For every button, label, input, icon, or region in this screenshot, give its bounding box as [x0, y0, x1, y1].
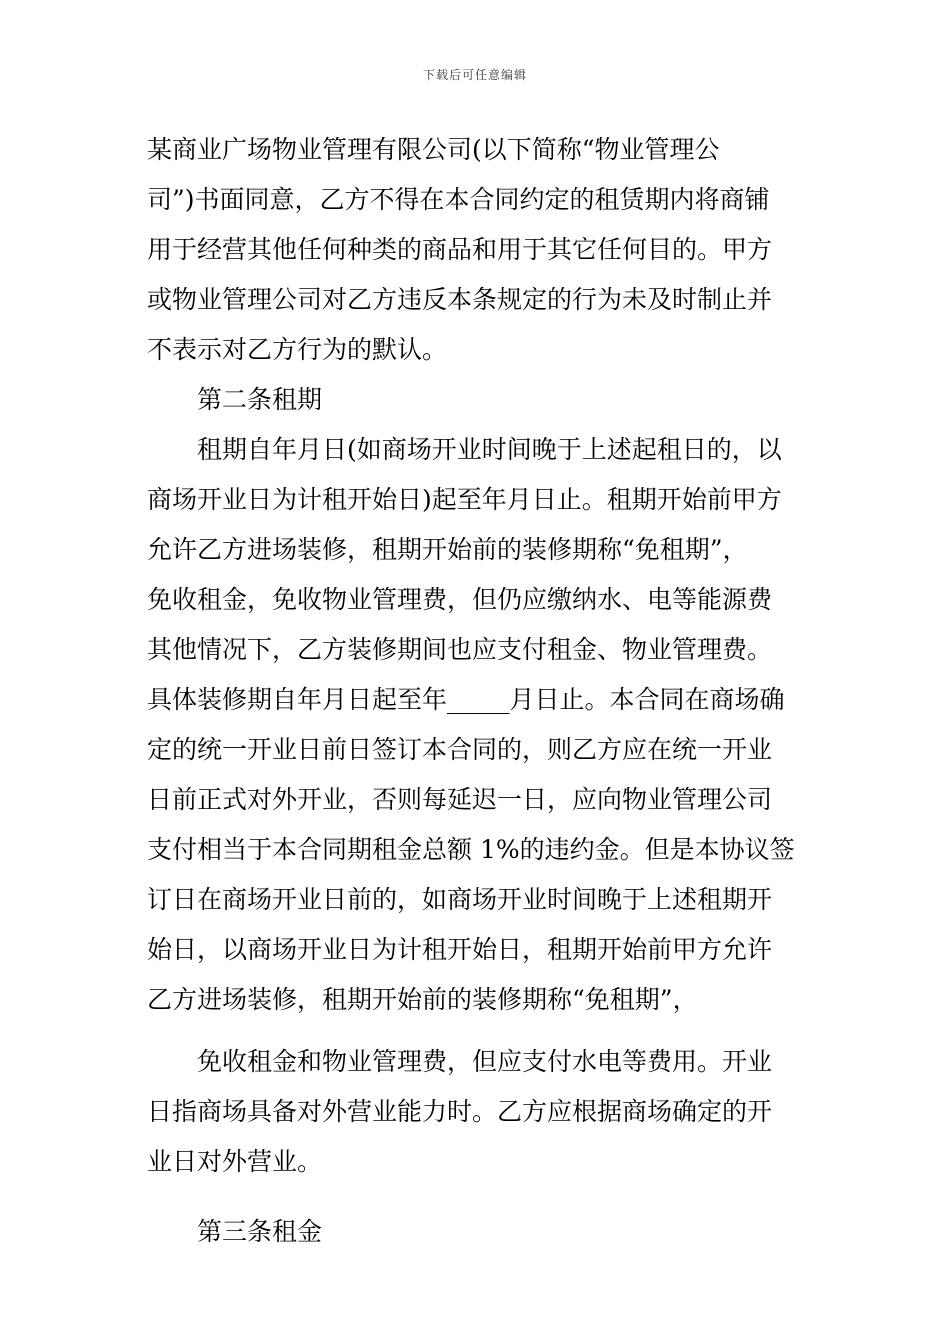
- paragraph-line: 其他情况下，乙方装修期间也应支付租金、物业管理费。: [147, 635, 773, 664]
- paragraph-line: 定的统一开业日前日签订本合同的，则乙方应在统一开业: [147, 735, 773, 764]
- paragraph-line: 日指商场具备对外营业能力时。乙方应根据商场确定的开: [147, 1097, 773, 1126]
- paragraph-line: 始日，以商场开业日为计租开始日，租期开始前甲方允许: [147, 935, 773, 964]
- paragraph-line: 不表示对乙方行为的默认。: [147, 335, 448, 364]
- paragraph-line: 乙方进场装修，租期开始前的装修期称“免租期”，: [147, 985, 698, 1014]
- document-body: [147, 125, 807, 1257]
- paragraph-line: 用于经营其他任何种类的商品和用于其它任何目的。甲方: [147, 235, 773, 264]
- paragraph-line: 日前正式对外开业，否则每延迟一日，应向物业管理公司: [147, 785, 773, 814]
- page-header-note: 下载后可任意编辑: [422, 68, 527, 82]
- paragraph-line: 司”)书面同意，乙方不得在本合同约定的租赁期内将商铺: [147, 185, 770, 214]
- paragraph-line: 业日对外营业。: [147, 1147, 323, 1176]
- paragraph-line: 支付相当于本合同期租金总额 1%的违约金。但是本协议签: [147, 835, 795, 864]
- section-heading: 第三条租金: [197, 1217, 323, 1246]
- paragraph-line: 租期自年月日(如商场开业时间晚于上述起租日的，以: [197, 435, 782, 464]
- paragraph-line: 某商业广场物业管理有限公司(以下简称“物业管理公: [147, 135, 720, 164]
- paragraph-line: 具体装修期自年月日起至年_____月日止。本合同在商场确: [147, 685, 785, 714]
- paragraph-line: 免收租金和物业管理费，但应支付水电等费用。开业: [197, 1047, 773, 1076]
- paragraph-line: 免收租金，免收物业管理费，但仍应缴纳水、电等能源费: [147, 585, 773, 614]
- paragraph-line: 订日在商场开业日前的，如商场开业时间晚于上述租期开: [147, 885, 773, 914]
- paragraph-line: 或物业管理公司对乙方违反本条规定的行为未及时制止并: [147, 285, 773, 314]
- paragraph-line: 商场开业日为计租开始日)起至年月日止。租期开始前甲方: [147, 485, 782, 514]
- paragraph-line: 允许乙方进场装修，租期开始前的装修期称“免租期”，: [147, 535, 748, 564]
- section-heading: 第二条租期: [197, 385, 323, 414]
